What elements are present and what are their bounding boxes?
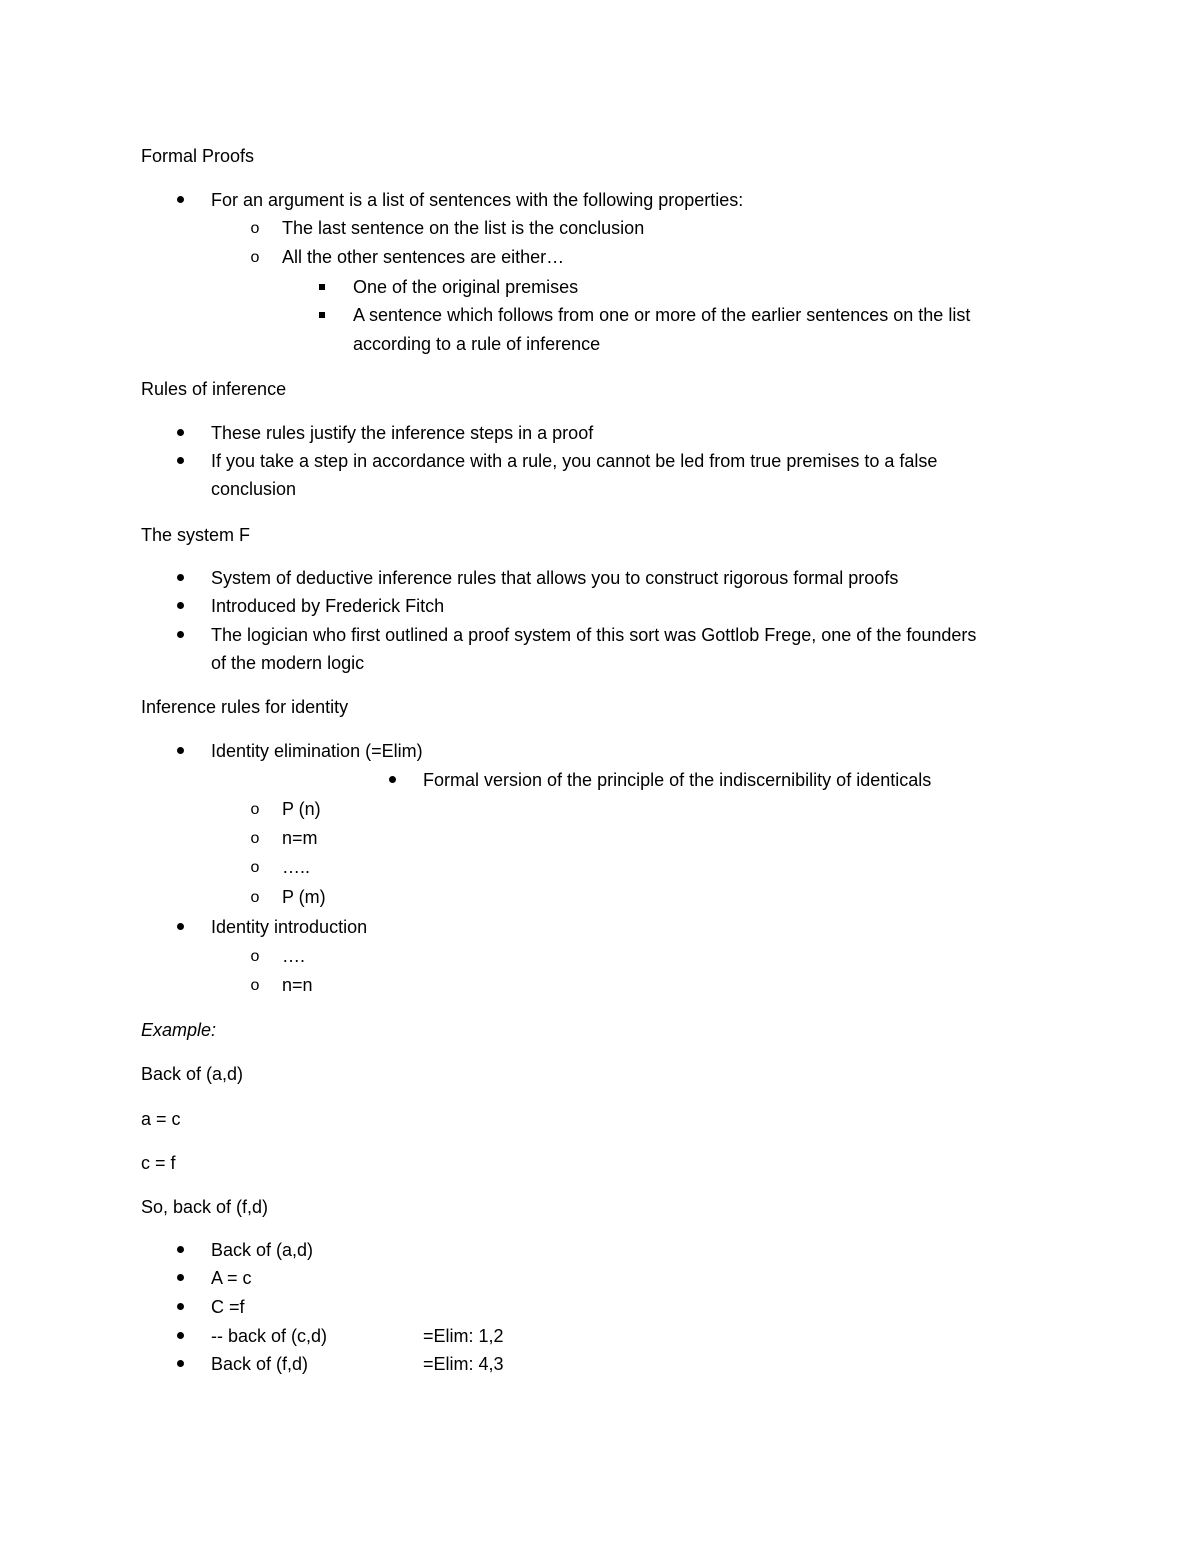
- heading-rules-of-inference: Rules of inference: [141, 379, 287, 399]
- list-item: All the other sentences are either…: [282, 247, 565, 267]
- bullet-dot-icon: [170, 567, 190, 589]
- bullet-dot-icon: [170, 595, 190, 617]
- proof-step: -- back of (c,d): [211, 1326, 328, 1346]
- list-item: One of the original premises: [353, 277, 579, 297]
- proof-step: Back of (a,d): [211, 1240, 314, 1260]
- bullet-dot-icon: [170, 1325, 190, 1347]
- list-item: P (m): [282, 887, 326, 907]
- conclusion-line: So, back of (f,d): [141, 1197, 269, 1217]
- premise-line: c = f: [141, 1153, 176, 1173]
- bullet-circle-icon: o: [250, 859, 260, 876]
- list-item-continuation: according to a rule of inference: [353, 334, 601, 354]
- bullet-dot-icon: [170, 189, 190, 211]
- bullet-dot-icon: [170, 1267, 190, 1289]
- list-item-continuation: of the modern logic: [211, 653, 365, 673]
- bullet-dot-icon: [170, 624, 190, 646]
- bullet-dot-icon: [170, 1296, 190, 1318]
- list-item: Introduced by Frederick Fitch: [211, 596, 445, 616]
- list-item: P (n): [282, 799, 321, 819]
- list-item: If you take a step in accordance with a rule, you cannot be led from true premises to a false: [211, 451, 938, 471]
- bullet-dot-icon: [170, 916, 190, 938]
- list-item: These rules justify the inference steps in a proof: [211, 423, 594, 443]
- proof-justification: =Elim: 4,3: [423, 1354, 504, 1374]
- bullet-circle-icon: o: [250, 948, 260, 965]
- bullet-circle-icon: o: [250, 830, 260, 847]
- list-item: System of deductive inference rules that allows you to construct rigorous formal proofs: [211, 568, 899, 588]
- list-item: Identity introduction: [211, 917, 368, 937]
- heading-system-f: The system F: [141, 525, 251, 545]
- bullet-dot-icon: [170, 1353, 190, 1375]
- proof-step: Back of (f,d): [211, 1354, 309, 1374]
- bullet-circle-icon: o: [250, 889, 260, 906]
- list-item: Formal version of the principle of the indiscernibility of identicals: [423, 770, 932, 790]
- heading-formal-proofs: Formal Proofs: [141, 146, 255, 166]
- bullet-dot-icon: [170, 1239, 190, 1261]
- bullet-dot-icon: [382, 769, 402, 791]
- list-item: ….: [282, 946, 306, 966]
- bullet-circle-icon: o: [250, 977, 260, 994]
- premise-line: Back of (a,d): [141, 1064, 244, 1084]
- example-label: Example:: [141, 1020, 217, 1040]
- bullet-square-icon: [312, 276, 332, 298]
- list-item: …..: [282, 857, 311, 877]
- premise-line: a = c: [141, 1109, 181, 1129]
- proof-step: A = c: [211, 1268, 252, 1288]
- proof-justification: =Elim: 1,2: [423, 1326, 504, 1346]
- bullet-square-icon: [312, 304, 332, 326]
- list-item: n=m: [282, 828, 318, 848]
- list-item: Identity elimination (=Elim): [211, 741, 423, 761]
- bullet-dot-icon: [170, 740, 190, 762]
- list-item: For an argument is a list of sentences with the following properties:: [211, 190, 744, 210]
- bullet-circle-icon: o: [250, 249, 260, 266]
- bullet-circle-icon: o: [250, 220, 260, 237]
- list-item: The logician who first outlined a proof system of this sort was Gottlob Frege, one of the founders: [211, 625, 977, 645]
- list-item: A sentence which follows from one or more of the earlier sentences on the list: [353, 305, 971, 325]
- heading-identity-rules: Inference rules for identity: [141, 697, 349, 717]
- bullet-dot-icon: [170, 450, 190, 472]
- list-item: The last sentence on the list is the conclusion: [282, 218, 645, 238]
- bullet-dot-icon: [170, 422, 190, 444]
- bullet-circle-icon: o: [250, 801, 260, 818]
- list-item-continuation: conclusion: [211, 479, 297, 499]
- list-item: n=n: [282, 975, 313, 995]
- proof-step: C =f: [211, 1297, 245, 1317]
